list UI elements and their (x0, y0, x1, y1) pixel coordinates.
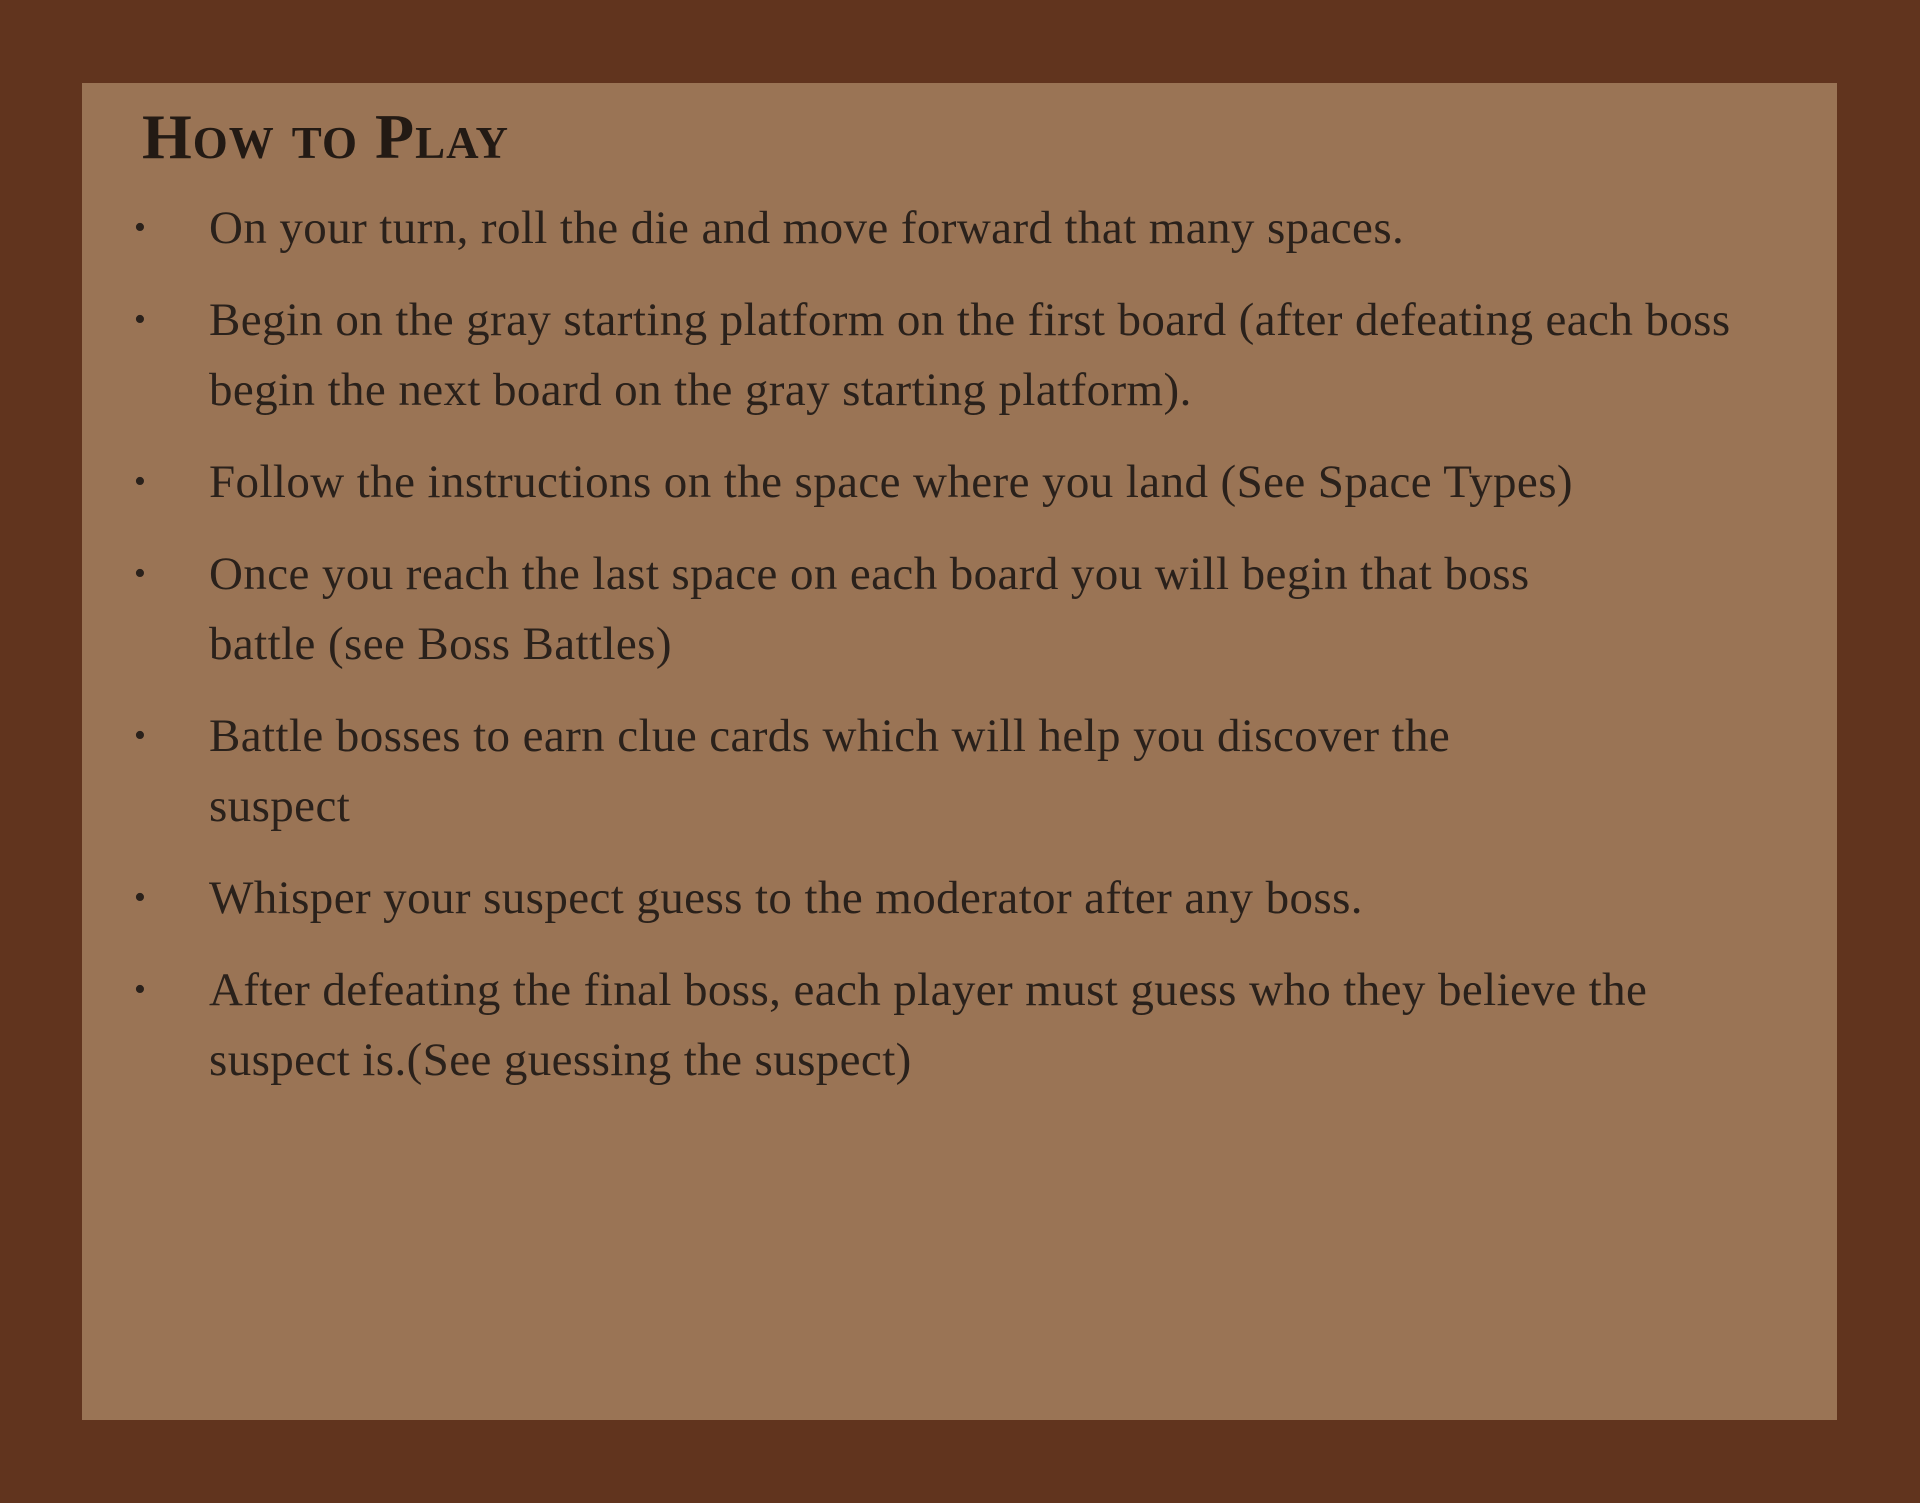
rule-text: Battle bosses to earn clue cards which will help you discover the suspect (209, 710, 1451, 832)
bullet-icon: • (134, 463, 147, 500)
rule-text: On your turn, roll the die and move forward that many spaces. (209, 202, 1405, 254)
list-item (82, 193, 1837, 263)
rules-list (82, 193, 1837, 1117)
list-item (82, 701, 1837, 841)
bullet-icon: • (134, 717, 147, 754)
rule-text: After defeating the final boss, each player must guess who they believe the suspect is.(See guessing the suspect) (209, 964, 1648, 1086)
bullet-icon: • (134, 555, 147, 592)
bullet-icon: • (134, 879, 147, 916)
rule-text: Whisper your suspect guess to the moderator after any boss. (209, 872, 1363, 924)
bullet-icon: • (134, 971, 147, 1008)
rules-panel (82, 83, 1837, 1420)
rule-text: Follow the instructions on the space where you land (See Space Types) (209, 456, 1573, 508)
list-item (82, 285, 1837, 425)
list-item (82, 447, 1837, 517)
bullet-icon: • (134, 301, 147, 338)
bullet-icon: • (134, 209, 147, 246)
page-title: How to Play (142, 101, 509, 172)
rule-text: Once you reach the last space on each board you will begin that boss battle (see Boss Battles) (209, 548, 1530, 670)
list-item (82, 539, 1837, 679)
rule-text: Begin on the gray starting platform on the first board (after defeating each boss begin the next board on the gray starting platform). (209, 294, 1731, 416)
list-item (82, 863, 1837, 933)
list-item (82, 955, 1837, 1095)
